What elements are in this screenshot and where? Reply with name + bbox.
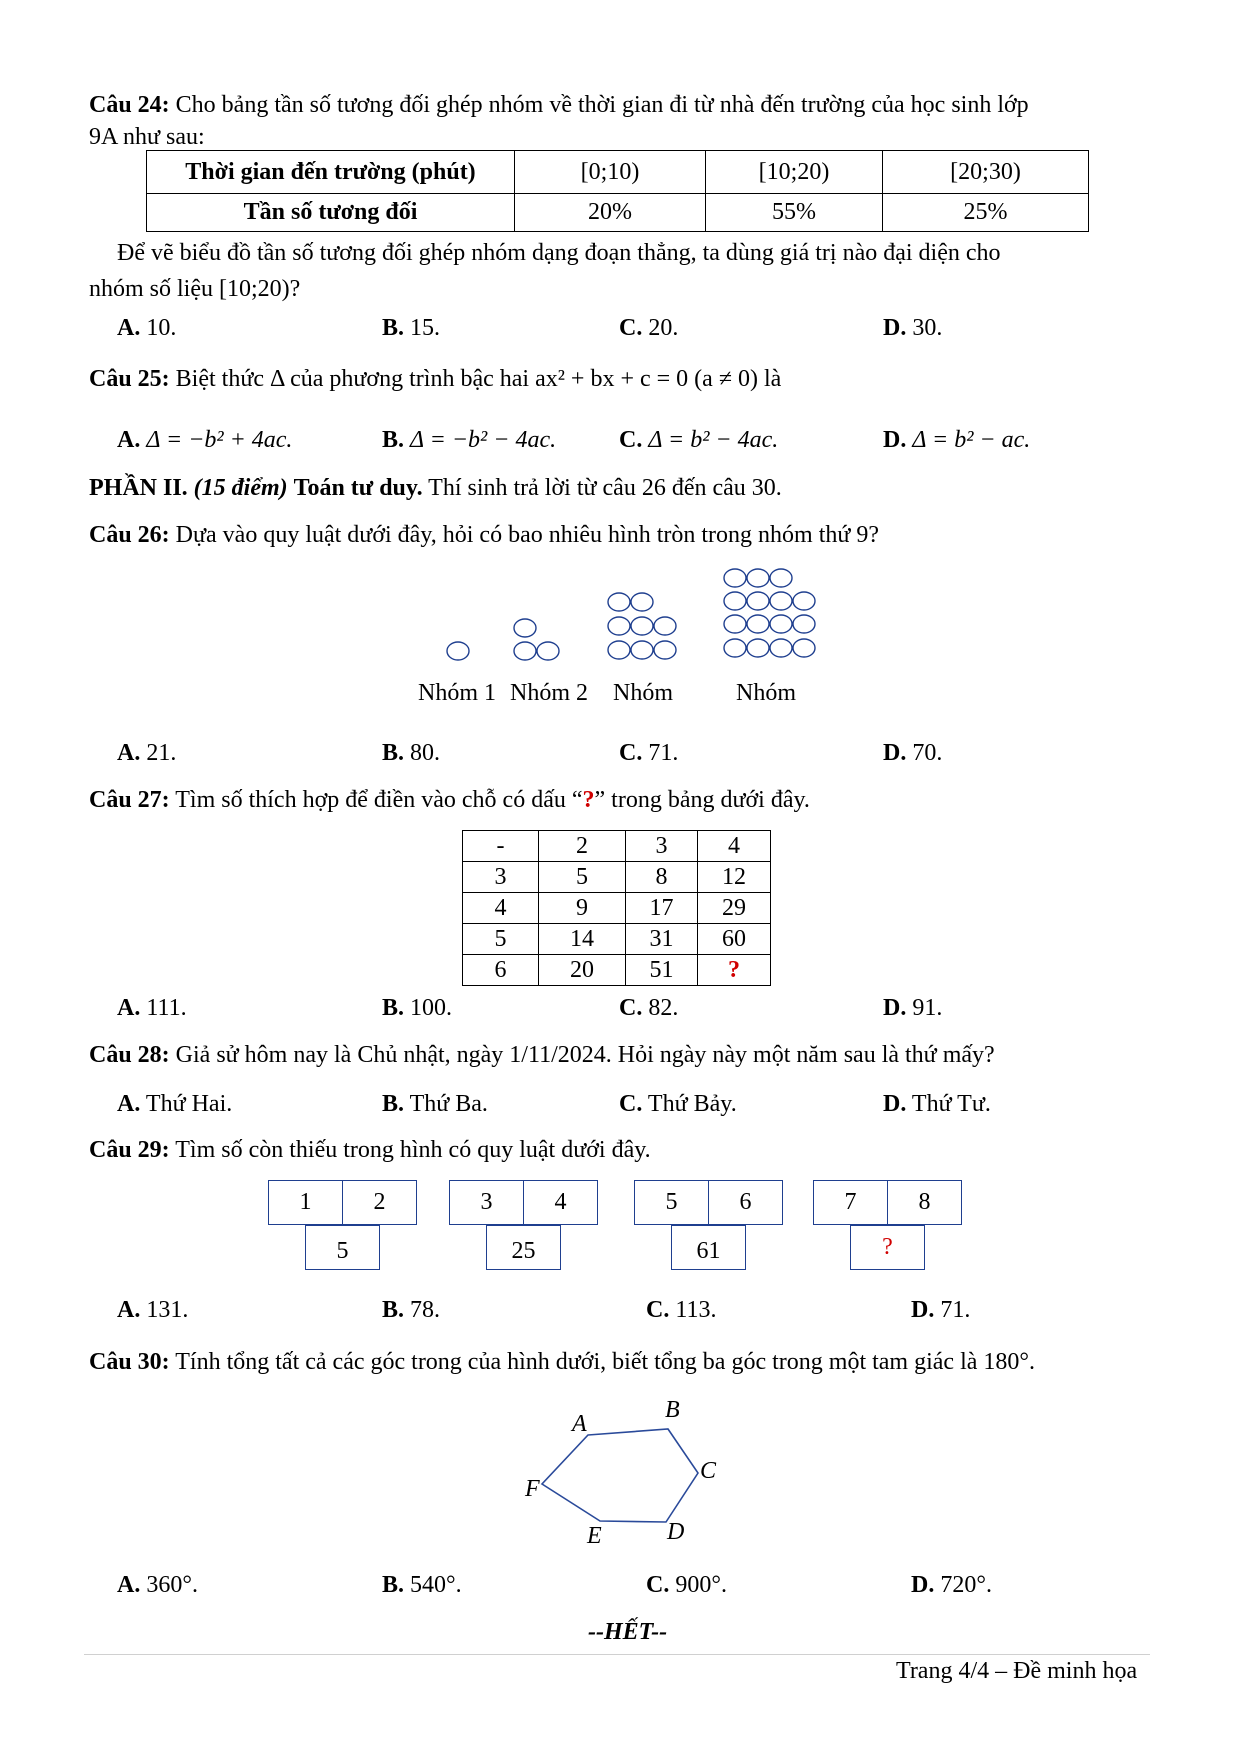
q28-stem (89, 1042, 995, 1068)
part2-title: Toán tư duy. (293, 475, 423, 501)
q27-cell: 31 (626, 924, 698, 955)
q25-label: Câu 25: (89, 366, 170, 392)
circle-shape (654, 617, 676, 635)
q27-cell: 5 (463, 924, 539, 955)
q27-question-mark: ? (582, 787, 595, 813)
circle-shape (747, 592, 769, 610)
q26-option-a[interactable]: A. 21. (117, 740, 177, 766)
q25-option-d[interactable]: D. Δ = b² − ac. (883, 427, 1031, 453)
circle-shape (724, 569, 746, 587)
q27-cell: 9 (539, 893, 626, 924)
q24-option-c[interactable]: C. 20. (619, 315, 679, 341)
q28-option-a[interactable]: A. Thứ Hai. (117, 1091, 233, 1117)
q27-cell: 12 (698, 862, 771, 893)
circle-shape (631, 593, 653, 611)
circle-shape (537, 642, 559, 660)
q29-figure (449, 1180, 599, 1275)
part2-label: PHẦN II. (89, 475, 188, 501)
part2-rest: Thí sinh trả lời từ câu 26 đến câu 30. (428, 475, 782, 501)
circle-shape (724, 639, 746, 657)
q24-stem-line2: 9A như sau: (89, 124, 205, 150)
footer-page: Trang 4/4 – Đề minh họa (896, 1658, 1138, 1684)
q25-option-b[interactable]: B. Δ = −b² − 4ac. (382, 427, 557, 453)
q27-cell: 8 (626, 862, 698, 893)
q24-stem-line1 (89, 92, 1029, 118)
circle-shape (770, 639, 792, 657)
q25-stem (89, 366, 781, 392)
q27-cell: 3 (463, 862, 539, 893)
q28-stem-text: Giả sử hôm nay là Chủ nhật, ngày 1/11/2024. Hỏi ngày này một năm sau là thứ mấy? (175, 1042, 995, 1068)
q29-box-a: 1 (268, 1180, 343, 1225)
q27-cell: 60 (698, 924, 771, 955)
q29-label: Câu 29: (89, 1137, 170, 1163)
q26-group-label: Nhóm (613, 680, 673, 706)
circle-shape (793, 615, 815, 633)
vertex-label-a: A (572, 1411, 587, 1437)
q26-option-b[interactable]: B. 80. (382, 740, 441, 766)
q24-option-d[interactable]: D. 30. (883, 315, 943, 341)
q26-group-label: Nhóm 1 (418, 680, 496, 706)
q27-number-table (462, 830, 771, 986)
q24-interval: [20;30) (883, 151, 1089, 194)
q26-group-label: Nhóm (736, 680, 796, 706)
circle-shape (724, 615, 746, 633)
q29-option-a[interactable]: A. 131. (117, 1297, 189, 1323)
circle-shape (447, 642, 469, 660)
q27-stem-before: Tìm số thích hợp để điền vào chỗ có dấu “ (175, 787, 583, 813)
circle-shape (747, 569, 769, 587)
q28-label: Câu 28: (89, 1042, 170, 1068)
q26-option-d[interactable]: D. 70. (883, 740, 943, 766)
q27-cell: 3 (626, 831, 698, 862)
circle-shape (608, 641, 630, 659)
q29-box-b: 2 (342, 1180, 417, 1225)
q27-cell: - (463, 831, 539, 862)
q29-box-b: 4 (523, 1180, 598, 1225)
vertex-label-e: E (587, 1523, 602, 1549)
q29-figure (268, 1180, 418, 1275)
circle-shape (608, 593, 630, 611)
vertex-label-c: C (700, 1458, 717, 1484)
hexagon-shape (542, 1429, 698, 1522)
q30-label: Câu 30: (89, 1349, 170, 1375)
q30-option-b[interactable]: B. 540°. (382, 1572, 462, 1598)
q28-option-b[interactable]: B. Thứ Ba. (382, 1091, 488, 1117)
circle-shape (514, 642, 536, 660)
q30-hexagon-figure (520, 1395, 740, 1550)
vertex-label-b: B (665, 1397, 680, 1423)
q24-question-line2: nhóm số liệu [10;20)? (89, 276, 301, 302)
q29-box-missing: ? (850, 1225, 925, 1270)
q27-stem (89, 787, 810, 813)
q26-stem-text: Dựa vào quy luật dưới đây, hỏi có bao nhiêu hình tròn trong nhóm thứ 9? (175, 522, 880, 548)
vertex-label-d: D (667, 1519, 685, 1545)
q26-group-label: Nhóm 2 (510, 680, 588, 706)
q24-option-b[interactable]: B. 15. (382, 315, 441, 341)
part2-points: (15 điểm) (193, 475, 288, 501)
q26-label: Câu 26: (89, 522, 170, 548)
q27-cell: 4 (463, 893, 539, 924)
q30-stem-text: Tính tổng tất cả các góc trong của hình dưới, biết tổng ba góc trong một tam giác là 180°. (175, 1349, 1035, 1375)
q29-box-result: 25 (486, 1225, 561, 1270)
q29-stem (89, 1137, 651, 1163)
q29-option-b[interactable]: B. 78. (382, 1297, 441, 1323)
q27-label: Câu 27: (89, 787, 170, 813)
q29-option-d[interactable]: D. 71. (911, 1297, 971, 1323)
q29-box-a: 7 (813, 1180, 888, 1225)
end-mark: --HẾT-- (588, 1619, 668, 1645)
part2-heading (89, 475, 782, 501)
q27-option-b[interactable]: B. 100. (382, 995, 453, 1021)
q27-cell: 4 (698, 831, 771, 862)
q29-box-b: 6 (708, 1180, 783, 1225)
q26-option-c[interactable]: C. 71. (619, 740, 679, 766)
q25-option-a[interactable]: A. Δ = −b² + 4ac. (117, 427, 293, 453)
circle-shape (608, 617, 630, 635)
q27-cell: 29 (698, 893, 771, 924)
q27-cell: 51 (626, 955, 698, 986)
q24-row2-header: Tần số tương đối (147, 194, 515, 232)
q24-freq: 20% (515, 194, 706, 232)
q26-circle-pattern (440, 560, 840, 670)
q25-stem-text: Biệt thức Δ của phương trình bậc hai ax² + bx + c = 0 (a ≠ 0) là (175, 366, 782, 392)
q27-option-a[interactable]: A. 111. (117, 995, 187, 1021)
q29-stem-text: Tìm số còn thiếu trong hình có quy luật dưới đây. (175, 1137, 651, 1163)
q29-box-result: 61 (671, 1225, 746, 1270)
circle-shape (770, 569, 792, 587)
q27-cell: 6 (463, 955, 539, 986)
circle-shape (724, 592, 746, 610)
q24-interval: [0;10) (515, 151, 706, 194)
q24-interval: [10;20) (706, 151, 883, 194)
q24-label: Câu 24: (89, 92, 170, 118)
q27-cell: 14 (539, 924, 626, 955)
circle-shape (747, 615, 769, 633)
q27-missing-cell: ? (698, 955, 771, 986)
q29-box-a: 5 (634, 1180, 709, 1225)
circle-shape (747, 639, 769, 657)
q27-cell: 2 (539, 831, 626, 862)
circle-shape (770, 615, 792, 633)
q26-stem (89, 522, 879, 548)
q27-cell: 5 (539, 862, 626, 893)
q24-question-line1: Để vẽ biểu đồ tần số tương đối ghép nhóm dạng đoạn thẳng, ta dùng giá trị nào đại diện cho (117, 240, 1001, 266)
q29-box-result: 5 (305, 1225, 380, 1270)
circle-shape (770, 592, 792, 610)
q24-stem-text: Cho bảng tần số tương đối ghép nhóm về thời gian đi từ nhà đến trường của học sinh lớp (175, 92, 1029, 118)
q27-option-d[interactable]: D. 91. (883, 995, 943, 1021)
q24-row1-header: Thời gian đến trường (phút) (147, 151, 515, 194)
q30-option-a[interactable]: A. 360°. (117, 1572, 198, 1598)
q27-cell: 20 (539, 955, 626, 986)
q29-box-b: 8 (887, 1180, 962, 1225)
circle-shape (514, 619, 536, 637)
circle-shape (631, 617, 653, 635)
circle-shape (793, 592, 815, 610)
circle-shape (654, 641, 676, 659)
q24-freq: 55% (706, 194, 883, 232)
q28-option-d[interactable]: D. Thứ Tư. (883, 1091, 991, 1117)
footer-divider (84, 1654, 1150, 1655)
q24-frequency-table (146, 150, 1089, 232)
q24-freq: 25% (883, 194, 1089, 232)
q24-option-a[interactable]: A. 10. (117, 315, 177, 341)
q29-box-a: 3 (449, 1180, 524, 1225)
q29-option-c[interactable]: C. 113. (646, 1297, 717, 1323)
q27-cell: 17 (626, 893, 698, 924)
q25-option-c[interactable]: C. Δ = b² − 4ac. (619, 427, 779, 453)
circle-shape (793, 639, 815, 657)
q27-stem-after: ” trong bảng dưới đây. (594, 787, 810, 813)
q30-option-d[interactable]: D. 720°. (911, 1572, 992, 1598)
q27-option-c[interactable]: C. 82. (619, 995, 679, 1021)
q28-option-c[interactable]: C. Thứ Bảy. (619, 1091, 737, 1117)
q30-stem (89, 1349, 1035, 1375)
q30-option-c[interactable]: C. 900°. (646, 1572, 727, 1598)
vertex-label-f: F (525, 1476, 540, 1502)
q29-figure (813, 1180, 963, 1275)
q29-figure (634, 1180, 784, 1275)
circle-shape (631, 641, 653, 659)
